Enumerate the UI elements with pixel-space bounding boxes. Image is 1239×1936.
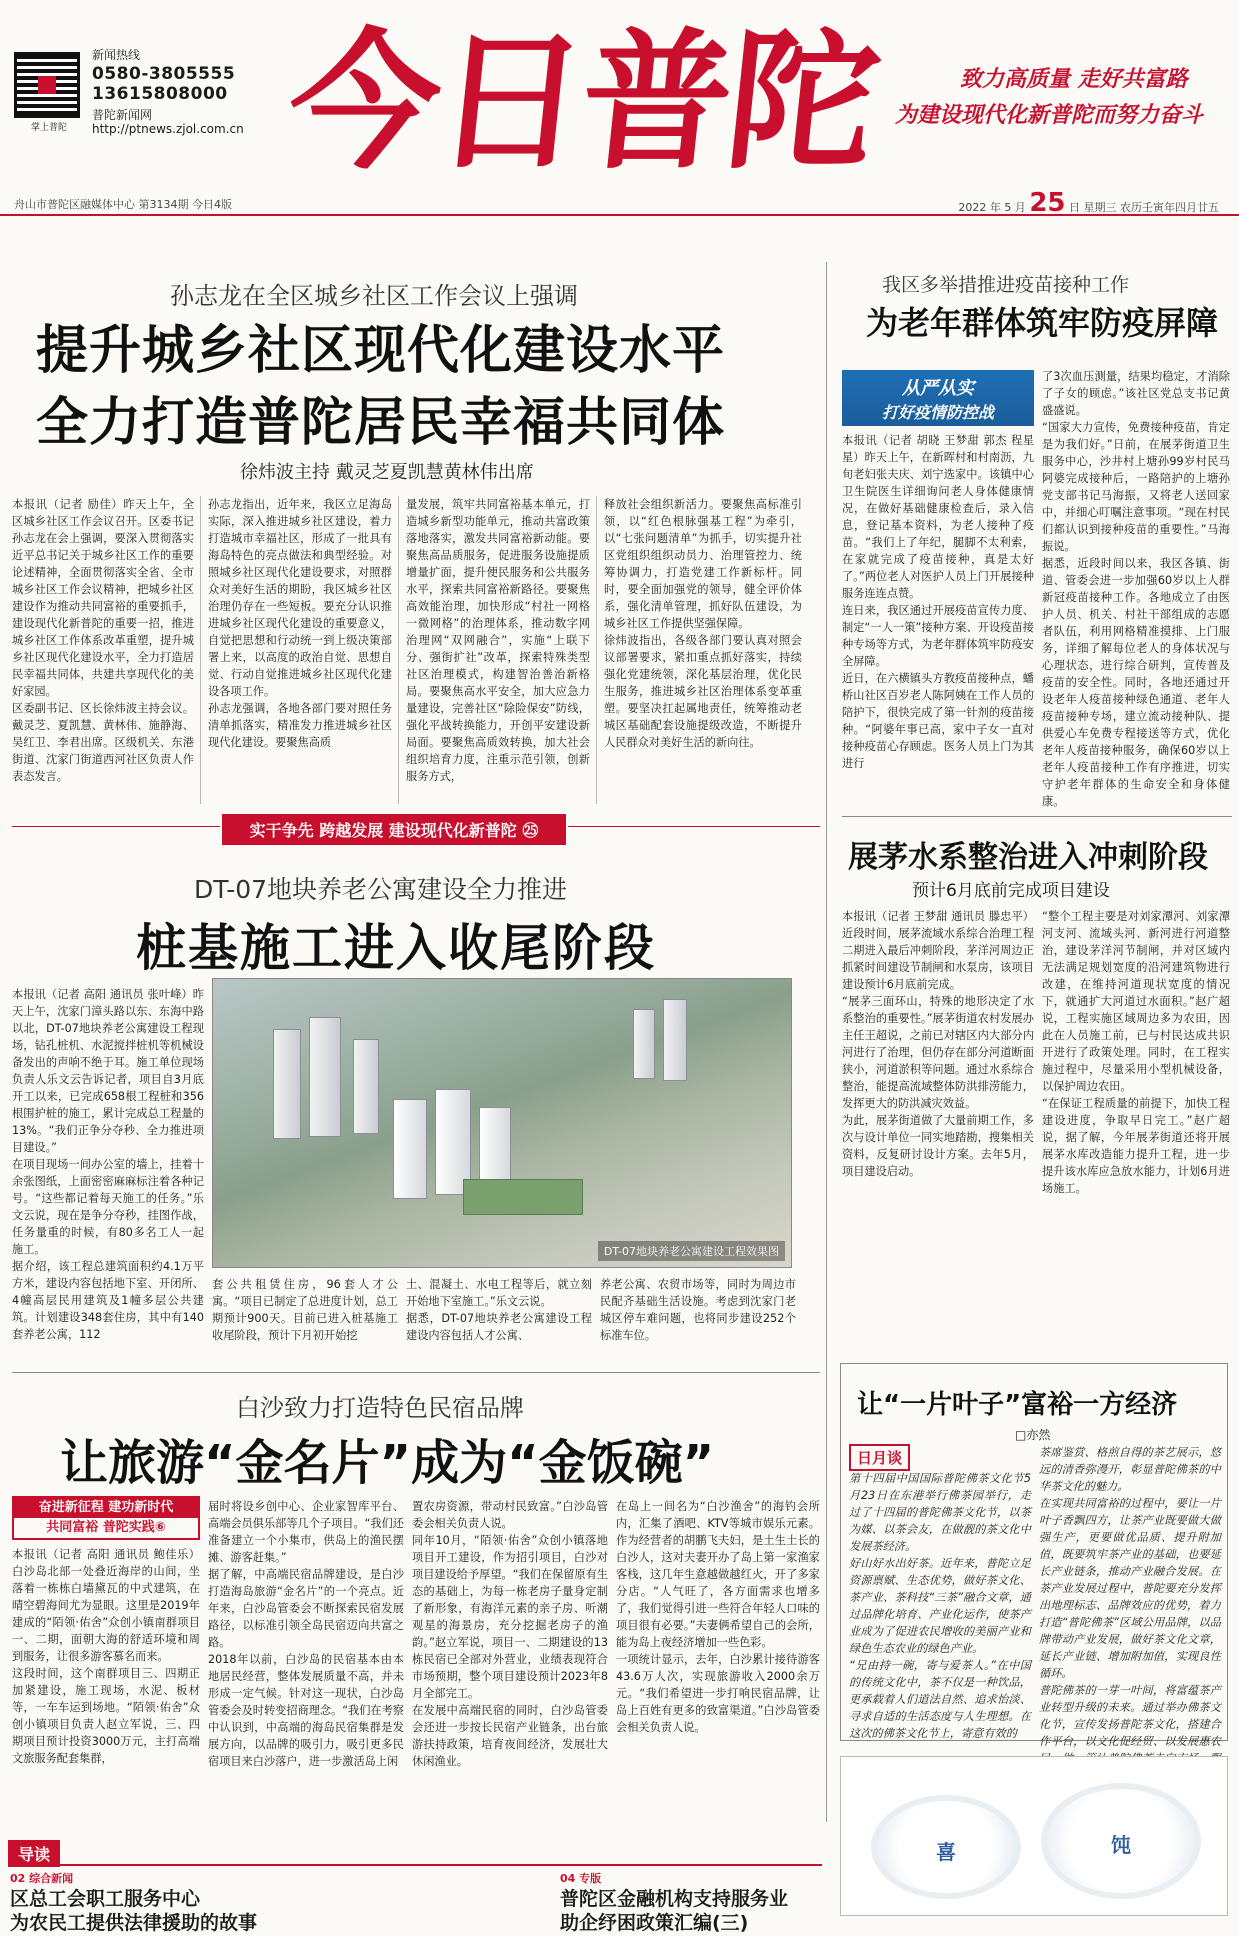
- article3-column-left: 本报讯（记者 高阳 通讯员 张叶峰）昨天上午，沈家门漳头路以东、东海中路以北，DT-07地块养老公寓建设工程现场，钻孔桩机、水泥搅拌桩机等机械设备发出的声响不绝于耳。施工单位现场负责人乐文云告诉记者，项目自3月底开工以来，已完成658根工程桩和356根围护桩的施工，累计完成总工程量的13%。“我们正争分夺秒、全力推进项目建设。” 在项目现场一间办公室的墙上，挂着十余张图纸，上面密密麻麻标注着各种记号。“这些都记着每天施工的任务。”乐文云说，现在是争分夺秒，挂图作战，任务量重的时候，有80多名工人一起施工。 据介绍，该工程总建筑面积约4.1万平方米，建设内容包括地下室、开闭所、4幢高层民用建筑及1幢多层公共建筑。计划建设348套住房，其中有140套养老公寓，112: [12, 988, 204, 1341]
- article4-column-1: 本报讯（记者 王梦甜 通讯员 滕忠平）近段时间，展茅流域水系综合治理工程二期进入最后冲刺阶段，茅洋河周边正抓紧时间建设节制闸和水泵房，该项目建设预计6月底前完成。 “展茅三面环山，特殊的地形决定了水系整治的重要性。”展茅街道农村发展办主任王超说，之前已对辖区内大部分内河进行了治理，但仍存在部分河道断面狭小，河道淤积等问题。通过水系综合整治，能提高流域整体防洪排涝能力，发挥更大的防洪减灾效益。 为此，展茅街道做了大量前期工作，多次与设计单位一同实地踏勘，搜集相关资料，反复研讨设计方案。去年5月，项目建设启动。: [842, 910, 1034, 1178]
- series-banner-text: 实干争先 跨越发展 建设现代化新普陀: [249, 821, 517, 840]
- guide-label: 导读: [8, 1840, 60, 1867]
- article3-column-b1: 套公共租赁住房，96套人才公寓。“项目已制定了总进度计划，总工期预计900天。目前已进入桩基施工收尾阶段，预计下月初开始挖: [212, 1278, 398, 1342]
- campaign-label-box: [842, 370, 1034, 426]
- commentary-box: [840, 1363, 1228, 1748]
- page-divider: [826, 262, 827, 1822]
- phone-number-2: 13615808000: [92, 84, 228, 104]
- guide-item2-title-line-2[interactable]: 助企纾困政策汇编(三): [560, 1912, 749, 1934]
- series-banner-number: ㉕: [522, 821, 539, 840]
- ad-brand-left: 喜: [936, 1839, 956, 1864]
- article2-column-1: 本报讯（记者 胡晓 王梦甜 郭杰 程星星）昨天上午，在新晖村和村南沥，九旬老妇张夫庆、刘宁选家中。该镇中心卫生院医生详细询问老人身体健康情况，在做好基础健康检查后，录入信息，登记基本资料，为老人接种了疫苗。“我们上了年纪，腿脚不太利索，在家就完成了疫苗接种，真是太好了。”两位老人对医护人员上门开展接种服务连连点赞。 连日来，我区通过开展疫苗宣传力度、制定“一人一策”接种方案、开设疫苗接种专场等方式，为老年群体筑牢防疫安全屏障。 近日，在六横镇头方教疫苗接种点，蟠桥山社区百岁老人陈阿姨在工作人员的陪护下，很快完成了第一针剂的疫苗接种。“阿婆年事已高，家中子女一直对接种疫苗心存顾虑。医务人员上门为其进行: [842, 434, 1034, 770]
- column-divider: [200, 496, 201, 804]
- guide-item1-section: 02 综合新闻: [10, 1872, 74, 1885]
- article3-headline[interactable]: 桩基施工进入收尾阶段: [136, 919, 656, 977]
- article4-headline[interactable]: 展茅水系整治进入冲刺阶段: [848, 840, 1208, 875]
- commentary-column-2: 茶席鉴赏、格煎自得的茶艺展示，悠远的清香弥漫开，彰显普陀佛茶的中华茶文化的魅力。 在实现共同富裕的过程中，要让一片叶子香飘四方，让茶产业既要做大做强生产，更要做优品质、提升附加值，既要筑牢茶产业的基础，也要延长产业链条，推动产业融合发展。在茶产业发展过程中，普陀要充分发挥出地理标志、品牌效应的优势，着力打造“普陀佛茶”区域公用品牌，以品牌带动产业发展，做好茶文化文章，延长产业链、增加附加值，实现良性循环。 普陀佛茶的一芽一叶间，将富蕴茶产业转型升级的未来。通过举办佛茶文化节，宣传发扬普陀茶文化，搭建合作平台，以文化促经贸、以发展惠农: [1039, 1446, 1221, 1748]
- info-bar: [0, 188, 1239, 218]
- ad-brand-right: 饨: [1111, 1832, 1131, 1857]
- newspaper-title: 今日普陀: [280, 14, 884, 190]
- article5-kicker: 白沙致力打造特色民宿品牌: [236, 1394, 524, 1422]
- article3-column-b2: 土、混凝土、水电工程等后，就立刻开始地下室施工。”乐文云说。 据悉，DT-07地块养老公寓建设工程建设内容包括人才公寓、: [406, 1278, 592, 1342]
- date-suffix: 日 星期三 农历壬寅年四月廿五: [1069, 201, 1219, 214]
- rendering-photo[interactable]: [212, 978, 792, 1268]
- slogan-line-1: 致力高质量 走好共富路: [960, 67, 1188, 92]
- article3-column-b3: 养老公寓、农贸市场等，同时为周边市民配齐基础生活设施。考虑到沈家门老城区停车难问题，也将同步建设252个标准车位。: [600, 1278, 796, 1342]
- campaign-label-line-2: 打好疫情防控战: [881, 403, 994, 422]
- phone-number-1: 0580-3805555: [92, 64, 236, 84]
- article1-column-2: 孙志龙指出，近年来，我区立足海岛实际，深入推进城乡社区建设，着力打造城市幸福社区，形成了一批具有海岛特色的亮点做法和典型经验。对照城乡社区现代化建设要求，对照群众对美好生活的期盼，我区城乡社区治理仍存在一些短板。要充分认识推进城乡社区现代化建设的重要意义，自觉把思想和行动统一到上级决策部署上来，以高度的政治自觉、思想自觉、行动自觉推进城乡社区现代化建设各项工作。 孙志龙强调，各地各部门要对照任务清单抓落实，精准发力推进城乡社区现代化建设。要聚焦高质: [208, 498, 392, 749]
- guide-item1-title-line-1[interactable]: 区总工会职工服务中心: [10, 1888, 201, 1910]
- ad-plate-left: [871, 1795, 1021, 1899]
- commentary-tag: 日月谈: [849, 1444, 910, 1471]
- photo-caption: DT-07地块养老公寓建设工程效果图: [598, 1241, 785, 1261]
- series-tag-line-1: 奋进新征程 建功新时代: [14, 1498, 198, 1518]
- series-tag-line-2: 共同富裕 普陀实践⑥: [46, 1520, 166, 1535]
- column-divider: [596, 496, 597, 804]
- banner-rule-right: [568, 826, 820, 827]
- section-rule: [842, 816, 1232, 817]
- article2-kicker: 我区多举措推进疫苗接种工作: [882, 274, 1130, 296]
- date-prefix: 2022 年 5 月: [958, 201, 1026, 214]
- series-tag-box: [12, 1496, 200, 1540]
- guide-item2-section: 04 专版: [560, 1872, 602, 1885]
- article1-kicker: 孙志龙在全区城乡社区工作会议上强调: [170, 282, 578, 310]
- advertisement[interactable]: [840, 1756, 1228, 1916]
- series-banner: [222, 814, 566, 845]
- article5-headline[interactable]: 让旅游“金名片”成为“金饭碗”: [60, 1435, 715, 1491]
- article4-column-2: “整个工程主要是对刘家潭河、刘家潭河支河、流域头河、新河进行河道整治，建设茅洋河节制闸，并对区域内无法满足规划宽度的沿河建筑物进行改建，在维持河道现状宽度的情况下，就通扩大河道过水面积。”赵广超说，工程实施区域周边多为农田，因此在人员施工前，已与村民达成共识开进行了政策处理。同时，在工程实施过程中，尽量采用小型机械设备，以保护周边农田。 “在保证工程质量的前提下，加快工程建设进度，争取早日完工。”赵广超说，据了解，今年展茅街道还将开展展茅水库改造能力提升工程，进一步提升该水库应急放水能力，计划6月进场施工。: [1042, 910, 1230, 1195]
- article1-column-3: 量发展，筑牢共同富裕基本单元，打造城乡新型功能单元，推动共富政策落地落实，激发共同富裕新动能。要聚焦高品质服务，促进服务设施提质增量扩面，提升便民服务和公共服务水平，探索共同富裕新路径。要聚焦高效能治理，加快形成“村社一网格一微网格”的治理体系，推动数字网治理网“双网融合”，实施“上联下分、强街扩社”改革，探索特殊类型社区治理模式，构建智治善治新格局。要聚焦高水平安全，加大应急力量建设，完善社区“除险保安”防线，强化平战转换能力，开创平安建设新局面。要聚焦高质效转换，加大社会组织培育力度，注重示范引领，创新服务方式，: [406, 498, 590, 783]
- commentary-author: □亦然: [1015, 1428, 1051, 1442]
- article5-column-4: 在岛上一间名为“白沙渔舍”的海钓会所内，汇集了酒吧、KTV等城市娱乐元素。作为经营者的胡鹏飞夫妇，是土生土长的白沙人，这对夫妻开办了岛上第一家渔家客栈，这几年生意越做越红火，开了多家分店。“人气旺了，各方面需求也增多了，我们觉得引进一些符合年轻人口味的项目很有必要。”夫妻俩希望自己的会所，能为岛上夜经济增加一些色彩。 一项统计显示，去年，白沙累计接待游客43.6万人次，实现旅游收入2000余万元。“我们希望进一步打响民宿品牌，让岛上百姓有更多的致富渠道。”白沙岛管委会相关负责人说。: [616, 1500, 820, 1734]
- article5-column-3: 置农房资源，带动村民致富。”白沙岛管委会相关负责人说。 同年10月，“陌领·佑舍”众创小镇落地项目开工建设，作为招引项目，白沙对项目建设给予厚望。“我们在保留原有生态的基础上，为每一栋老房子量身定制了新形象，有海洋元素的亲子房、听潮观星的海景房，充分挖掘老房子的渔韵。”赵立军说，项目一、二期建设的13栋民宿已全部对外营业，业绩表现符合市场预期，整个项目建设预计2023年8月全部完工。 在发展中高端民宿的同时，白沙岛管委会还进一步按长民宿产业链条，出台旅游扶持政策，培育夜间经济，发展壮大休闲渔业。: [412, 1500, 608, 1768]
- guide-item2-title-line-1[interactable]: 普陀区金融机构支持服务业: [560, 1888, 789, 1910]
- article1-headline-2[interactable]: 全力打造普陀居民幸福共同体: [36, 393, 726, 453]
- commentary-column-1: 第十四届中国国际普陀佛茶文化节5月23日在东港举行佛茶园举行，走过了十四届的普陀佛茶文化节，以茶为媒、以茶会友，在做靓的茶文化中发展茶经济。 好山好水出好茶。近年来，普陀立足资源禀赋、生态优势，做好茶文化、茶产业、茶科技“三茶”融合文章，通过品牌化培育、产业化运作，使茶产业成为了促进农民增收的美丽产业和绿色生态农业的绿色产业。 “兄由持一碗，寄与爱茶人。”在中国的传统文化中，茶不仅是一种饮品，更承载着人们道法自然、追求怡淡、寻求自适的生活态度与人生理想。在这次的佛茶文化节上，寄意有效的: [849, 1472, 1031, 1740]
- article1-column-4: 释放社会组织新活力。要聚焦高标准引领，以“红色根脉强基工程”为牵引，以“七张问题清单”为抓手，切实提升社区党组织组织动员力、治理管控力、统筹协调力，打造党建工作新标杆。同时，要全面加强党的领导，健全评价体系，强化清单管理，抓好队伍建设，为城乡社区工作提供坚强保障。 徐炜波指出，各级各部门要认真对照会议部署要求，紧扣重点抓好落实，持续强化党建统领，深化基层治理，优化民生服务，推进城乡社区治理体系变革重塑。要坚决扛起属地责任，统筹推动老城区基础配套设施提级改造，不断提升人民群众对美好生活的新向往。: [604, 498, 802, 749]
- column-divider: [398, 496, 399, 804]
- qr-caption: 掌上普陀: [30, 123, 67, 133]
- hotline-label: 新闻热线: [92, 48, 141, 62]
- article1-subhead: 徐炜波主持 戴灵芝夏凯慧黄林伟出席: [240, 462, 534, 483]
- banner-rule-left: [12, 826, 220, 827]
- article1-headline-1[interactable]: 提升城乡社区现代化建设水平: [36, 321, 726, 381]
- article2-headline[interactable]: 为老年群体筑牢防疫屏障: [866, 304, 1219, 342]
- guide-section: [0, 1840, 830, 1934]
- site-url[interactable]: http://ptnews.zjol.com.cn: [92, 122, 244, 136]
- commentary-title[interactable]: 让“一片叶子”富裕一方经济: [857, 1390, 1178, 1420]
- article5-column-2: 届时将设乡创中心、企业家智库平台、高端会员俱乐部等几个子项目。“我们还准备建立一个小集市，供岛上的渔民摆摊、游客赶集。” 据了解，中高端民宿品牌建设，是白沙打造海岛旅游“金名片”的一个亮点。近年来，白沙岛管委会不断探索民宿发展路径，以标准引领全岛民宿迈向共富之路。 2018年以前，白沙岛的民宿基本由本地居民经营，整体发展质量不高，并未形成一定气候。针对这一现状，白沙岛管委会及时转变招商理念。“我们在考察中认识到，中高端的海岛民宿集群是发展方向，以品牌的吸引力，吸引更多民宿项目来白沙落户，进一步激活岛上闲: [208, 1500, 404, 1768]
- masthead: [0, 0, 1239, 200]
- guide-item1-title-line-2[interactable]: 为农民工提供法律援助的故事: [10, 1912, 258, 1934]
- slogan-line-2: 为建设现代化新普陀而努力奋斗: [895, 103, 1204, 128]
- date-day: 25: [1029, 188, 1066, 218]
- guide-rule: [8, 1864, 822, 1866]
- article3-kicker: DT-07地块养老公寓建设全力推进: [194, 875, 568, 904]
- site-name: 普陀新闻网: [92, 108, 153, 122]
- qr-logo-icon: [38, 76, 56, 94]
- article5-column-1: 本报讯（记者 高阳 通讯员 鲍佳乐）白沙岛北部一处叠近海岸的山间，坐落着一栋栋白墙黛瓦的中式建筑，在晴空碧海间尤为显眼。这里是2019年建成的“陌领·佑舍”众创小镇南群项目一、二期，面朝大海的舒适环境和周到服务，让很多游客慕名而来。 这段时间，这个南群项目三、四期正加紧建设，施工现场，水泥、板材等，一车车运到场地。“陌领·佑舍”众创小镇项目负责人赵立军说，三、四期项目预计投资3000万元，主打高端文旅服务配套集群，: [12, 1548, 200, 1765]
- campaign-label-line-1: 从严从实: [902, 378, 974, 399]
- publisher-info: 舟山市普陀区融媒体中心 第3134期 今日4版: [14, 198, 232, 211]
- article4-subhead: 预计6月底前完成项目建设: [912, 881, 1110, 901]
- ad-plate-right: [1041, 1783, 1201, 1899]
- article1-column-1: 本报讯（记者 励佳）昨天上午，全区城乡社区工作会议召开。区委书记孙志龙在会上强调，要深入贯彻落实近平总书记关于城乡社区工作的重要论述精神，全面贯彻落实全省、全市城乡社区工作会议精神，把城乡社区建设作为推动共同富裕的重要抓手，建设现代化新普陀的重要一招，推进城乡社区工作体系改革重塑，提升城乡社区现代化建设水平，全力打造居民幸福共同体，共建共享现代化的美好家园。 区委副书记、区长徐炜波主持会议。戴灵芝、夏凯慧、黄林伟、施静海、吴红卫、李君出席。区级机关、东港街道、沈家门街道西河社区负责人作表态发言。: [12, 498, 194, 783]
- issue-date: [958, 188, 1219, 218]
- section-rule: [12, 1372, 820, 1373]
- article2-column-2: 了3次血压测量，结果均稳定，才消除了子女的顾虑。”该社区党总支书记黄盛盛说。 “国家大力宣传，免费接种疫苗，肯定是为我们好。”日前，在展茅街道卫生服务中心，沙井村上塘孙99岁村民马阿婆完成接种后，一路陪护的上塘孙党支部书记马海振，又将老人送回家中，并细心叮嘱注意事项。“现在村民们都认识到接种疫苗的重要性。”马海振说。 据悉，近段时间以来，我区各镇、街道、管委会进一步加强60岁以上人群新冠疫苗接种工作。各地成立了由医护人员、机关、村社干部组成的志愿者队伍，利用网格精准摸排、上门服务，详细了解每位老人的身体状况与心理状态，进行综合研判，宣传普及疫苗的安全性。同时，各地还通过开设老年人疫苗接种绿色通道、老年人疫苗接种专场，建立流动接种队、提供爱心车免费专程接送等方式，优化老年人疫苗接种服务，确保60岁以上老年人疫苗接种工作有序推进，切实守护老年群体的生命安全和身体健康。: [1042, 370, 1230, 808]
